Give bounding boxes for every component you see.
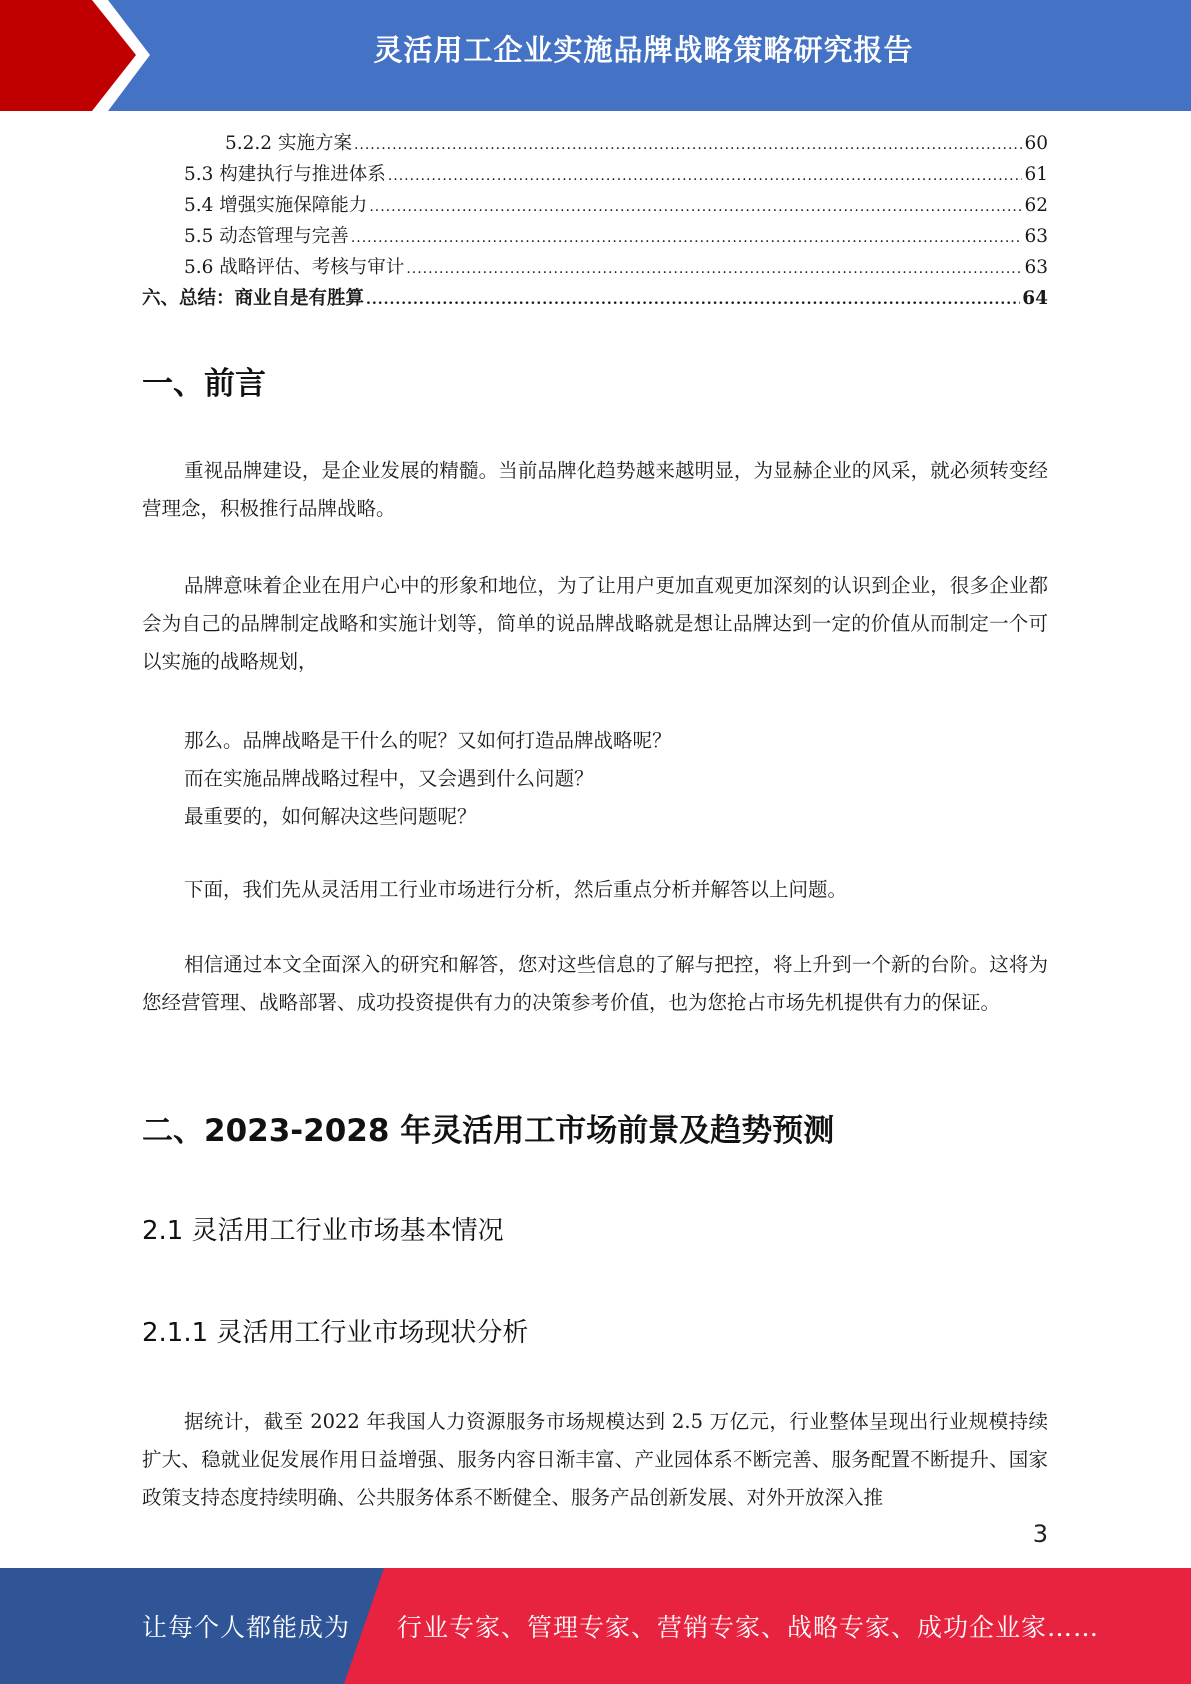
paragraph: 相信通过本文全面深入的研究和解答，您对这些信息的了解与把控，将上升到一个新的台阶。这将为您经营管理、战略部署、成功投资提供有力的决策参考价值，也为您抢占市场先机提供有力的保证。: [142, 953, 1048, 1014]
toc-entry[interactable]: [142, 129, 1048, 160]
toc-leader-dots: [366, 292, 1020, 308]
page-footer-band: [0, 1568, 1191, 1684]
question-line: 而在实施品牌战略过程中，又会遇到什么问题？: [184, 767, 594, 790]
toc-entry-label: 六、总结：商业自是有胜算: [142, 288, 365, 309]
footer-slogan-right: 行业专家、管理专家、营销专家、战略专家、成功企业家……: [397, 1613, 1100, 1642]
paragraph: 据统计，截至 2022 年我国人力资源服务市场规模达到 2.5 万亿元，行业整体呈现出行业规模持续扩大、稳就业促发展作用日益增强、服务内容日渐丰富、产业园体系不断完善、服务配置不断提升、国家政策支持态度持续明确、公共服务体系不断健全、服务产品创新发展、对外开放深入推: [142, 1410, 1048, 1509]
toc-entry-page: 64: [1022, 288, 1048, 309]
subsection-heading: 2.1 灵活用工行业市场基本情况: [142, 1216, 504, 1246]
toc-entry[interactable]: [142, 222, 1048, 253]
toc-entry-page: 62: [1024, 195, 1048, 216]
toc-entry-label: 5.3 构建执行与推进体系: [184, 164, 386, 185]
toc-leader-dots: [406, 261, 1022, 277]
toc-entry-label: 5.5 动态管理与完善: [184, 226, 349, 247]
toc-leader-dots: [354, 137, 1023, 153]
paragraph: 品牌意味着企业在用户心中的形象和地位，为了让用户更加直观更加深刻的认识到企业，很多企业都会为自己的品牌制定战略和实施计划等，简单的说品牌战略就是想让品牌达到一定的价值从而制定一个可以实施的战略规划，: [142, 574, 1048, 673]
toc-leader-dots: [351, 230, 1023, 246]
question-line: 那么。品牌战略是干什么的呢？又如何打造品牌战略呢？: [184, 729, 672, 752]
toc-entry-page: 63: [1024, 257, 1048, 278]
section-heading-preface: 一、前言: [142, 366, 266, 402]
toc-leader-dots: [388, 168, 1023, 184]
toc-entry[interactable]: [142, 253, 1048, 284]
toc-leader-dots: [369, 199, 1022, 215]
subsection-heading: 2.1.1 灵活用工行业市场现状分析: [142, 1318, 529, 1348]
toc-entry-label: 5.2.2 实施方案: [225, 133, 352, 154]
toc-entry[interactable]: [142, 284, 1048, 315]
question-line: 最重要的，如何解决这些问题呢？: [184, 805, 477, 828]
section-heading-forecast: 二、2023-2028 年灵活用工市场前景及趋势预测: [142, 1113, 835, 1149]
toc-entry[interactable]: [142, 191, 1048, 222]
toc-entry-label: 5.6 战略评估、考核与审计: [184, 257, 405, 278]
toc-entry-page: 61: [1024, 164, 1048, 185]
toc-entry[interactable]: [142, 160, 1048, 191]
paragraph: 下面，我们先从灵活用工行业市场进行分析，然后重点分析并解答以上问题。: [184, 878, 848, 901]
report-title: 灵活用工企业实施品牌战略策略研究报告: [373, 33, 914, 67]
table-of-contents: [142, 129, 1048, 315]
footer-slogan-left: 让每个人都能成为: [142, 1613, 351, 1642]
toc-entry-label: 5.4 增强实施保障能力: [184, 195, 368, 216]
paragraph: 重视品牌建设，是企业发展的精髓。当前品牌化趋势越来越明显，为显赫企业的风采，就必须转变经营理念，积极推行品牌战略。: [142, 459, 1048, 520]
toc-entry-page: 63: [1024, 226, 1048, 247]
toc-entry-page: 60: [1024, 133, 1048, 154]
page-number: 3: [1032, 1520, 1048, 1548]
page-header-band: [0, 0, 1191, 111]
